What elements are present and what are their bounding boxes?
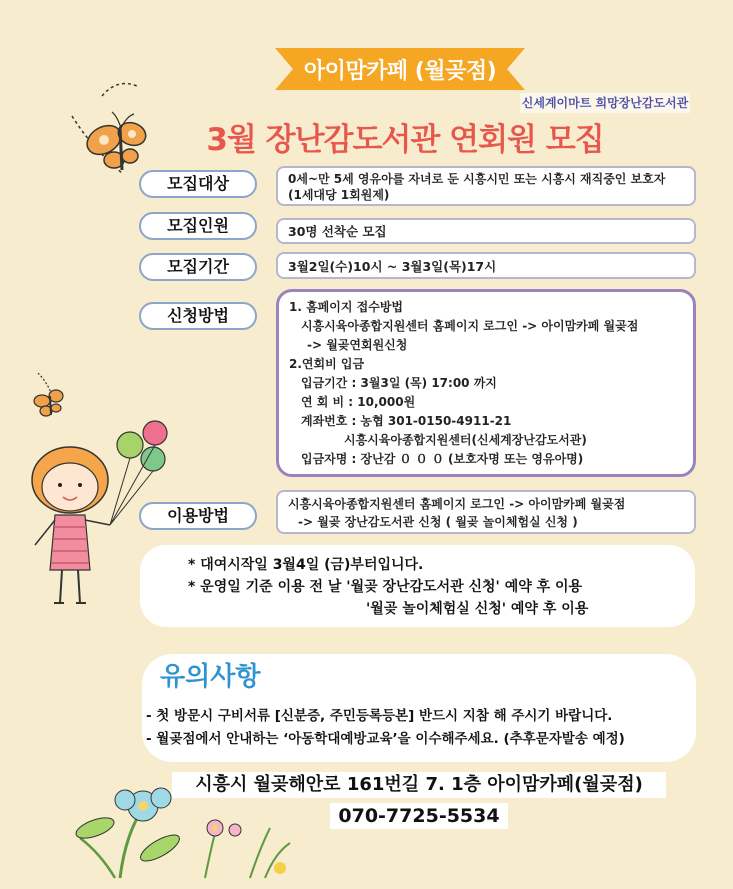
branch-name-banner: 아이맘카페 (월곶점) <box>303 59 497 84</box>
notice-line-1: * 대여시작일 3월4일 (금)부터입니다. <box>188 557 424 573</box>
apply-line-5: 입금기간 : 3월3일 (목) 17:00 까지 <box>301 376 497 390</box>
notice-box <box>140 545 695 627</box>
apply-line-7: 계좌번호 : 농협 301-0150-4911-21 <box>301 414 512 428</box>
target-line-1: 0세~만 5세 영유아를 자녀로 둔 시흥시민 또는 시흥시 재직중인 보호자 <box>288 172 666 186</box>
target-label <box>139 170 257 198</box>
footer-address: 시흥시 월곶해안로 161번길 7. 1층 아이맘카페(월곶점) <box>172 772 666 798</box>
butterfly-icon <box>62 78 157 183</box>
apply-label <box>139 302 257 330</box>
apply-label-text: 신청방법 <box>167 306 229 325</box>
apply-line-6: 연 회 비 : 10,000원 <box>301 395 416 409</box>
target-label-text: 모집대상 <box>167 174 229 193</box>
target-line-2: (1세대당 1회원제) <box>288 188 390 202</box>
usage-line-1: 시흥시육아종합지원센터 홈페이지 로그인 -> 아이맘카페 월곶점 <box>288 497 626 511</box>
notice-line-3: '월곶 놀이체험실 신청' 예약 후 이용 <box>366 601 589 617</box>
period-value: 3월2일(수)10시 ~ 3월3일(목)17시 <box>288 259 497 274</box>
apply-line-9: 입금자명 : 장난감 ０ ０ ０ (보호자명 또는 영유아명) <box>301 452 584 466</box>
page-title: 3월 장난감도서관 연회원 모집 <box>206 122 604 158</box>
apply-line-2: 시흥시육아종합지원센터 홈페이지 로그인 -> 아이맘카페 월곶점 <box>301 319 639 333</box>
usage-label <box>139 502 257 530</box>
usage-label-text: 이용방법 <box>167 506 229 525</box>
usage-line-2: -> 월곶 장난감도서관 신청 ( 월곶 놀이체험실 신청 ) <box>298 515 578 529</box>
count-value: 30명 선착순 모집 <box>288 224 387 239</box>
count-label-text: 모집인원 <box>167 216 229 235</box>
count-label <box>139 212 257 240</box>
apply-line-8: 시흥시육아종합지원센터(신세계장난감도서관) <box>344 433 587 447</box>
period-label <box>139 253 257 281</box>
apply-value-box <box>276 289 696 477</box>
target-value-box <box>276 166 696 206</box>
caution-line-2: - 월곶점에서 안내하는 ‘아동학대예방교육’을 이수해주세요. (추후문자발송 예정) <box>146 731 625 747</box>
caution-line-1: - 첫 방문시 구비서류 [신분증, 주민등록등본] 반드시 지참 해 주시기 바랍니다. <box>146 708 613 724</box>
count-value-box <box>276 218 696 244</box>
apply-line-3: -> 월곶연회원신청 <box>307 338 408 352</box>
footer-phone: 070-7725-5534 <box>330 803 508 829</box>
apply-line-4: 2.연회비 입금 <box>289 357 365 371</box>
apply-line-1: 1. 홈페이지 접수방법 <box>289 300 404 314</box>
period-label-text: 모집기간 <box>167 257 229 276</box>
usage-value-box <box>276 490 696 534</box>
period-value-box <box>276 252 696 279</box>
notice-line-2: * 운영일 기준 이용 전 날 '월곶 장난감도서관 신청' 예약 후 이용 <box>188 579 583 595</box>
library-badge: 신세계이마트 희망장난감도서관 <box>520 93 690 113</box>
caution-title: 유의사항 <box>160 662 261 692</box>
